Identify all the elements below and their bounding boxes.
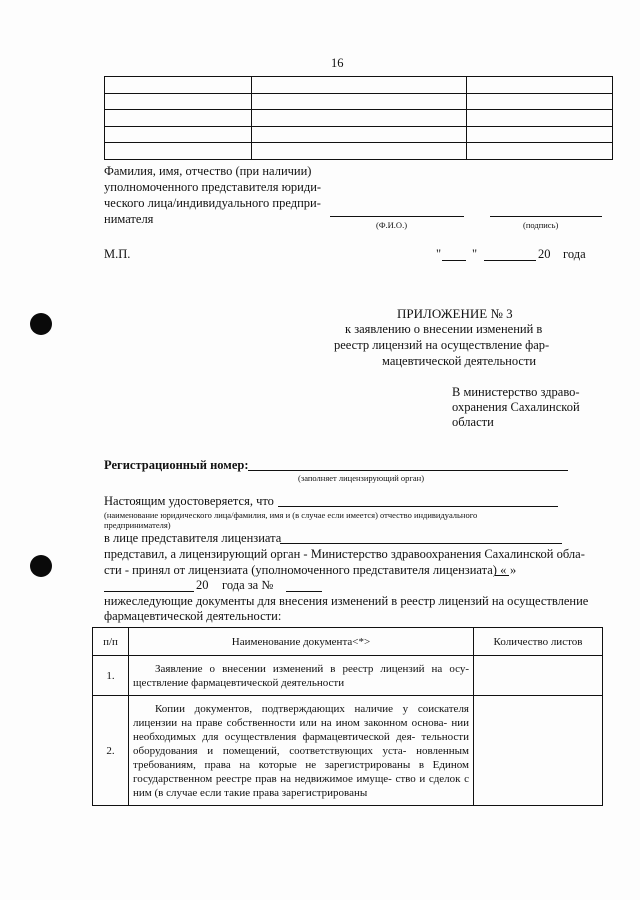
addressee-line-3: области bbox=[452, 415, 494, 429]
licensee-name-line bbox=[278, 506, 558, 507]
date-year: 20 bbox=[538, 247, 551, 261]
row-count-cell[interactable] bbox=[474, 656, 603, 696]
rep-name-line bbox=[280, 543, 562, 544]
date-year-word: года bbox=[563, 247, 586, 261]
rep-label-line-1: Фамилия, имя, отчество (при наличии) bbox=[104, 164, 312, 178]
date-open-quote: " bbox=[436, 247, 442, 261]
body-line-2: сти - принял от лицензиата (уполномоченного представителя лицензиата) « bbox=[104, 563, 507, 577]
body-line-4: нижеследующие документы для внесения изменений в реестр лицензий на осуществление bbox=[104, 594, 589, 608]
appendix-subtitle-2: реестр лицензий на осуществление фар- bbox=[334, 338, 550, 352]
appendix-subtitle-3: мацевтической деятельности bbox=[382, 354, 537, 368]
date-month-line bbox=[484, 260, 536, 261]
continuation-table bbox=[104, 76, 613, 160]
signature-caption: (подпись) bbox=[523, 220, 559, 230]
addressee-line-1: В министерство здраво- bbox=[452, 385, 580, 399]
table-row bbox=[93, 656, 603, 696]
row-num: 1. bbox=[93, 656, 129, 696]
day-line bbox=[495, 575, 509, 576]
number-line bbox=[286, 591, 322, 592]
header-doc-name: Наименование документа<*> bbox=[129, 628, 474, 656]
reg-number-note: (заполняет лицензирующий орган) bbox=[298, 473, 425, 483]
body-line-1: представил, а лицензирующий орган - Министерство здравоохранения Сахалинской обла- bbox=[104, 547, 585, 561]
row-doc-text: Заявление о внесении изменений в реестр лицензий на осу- ществление фармацевтической деятельности bbox=[129, 656, 474, 696]
rep-text: в лице представителя лицензиата bbox=[104, 531, 282, 545]
page-number: 16 bbox=[331, 56, 344, 70]
appendix-subtitle-1: к заявлению о внесении изменений в bbox=[345, 322, 543, 336]
rep-label-line-4: нимателя bbox=[104, 212, 154, 226]
certify-text: Настоящим удостоверяется, что bbox=[104, 494, 274, 508]
body-line-2-end: » bbox=[510, 563, 517, 577]
punch-hole bbox=[30, 555, 52, 577]
punch-hole bbox=[30, 313, 52, 335]
fio-line bbox=[330, 216, 464, 217]
reg-number-line bbox=[248, 470, 568, 471]
date-day-line bbox=[442, 260, 466, 261]
header-sheet-count: Количество листов bbox=[474, 628, 603, 656]
year-prefix: 20 bbox=[196, 578, 209, 592]
date-close-quote: " bbox=[472, 247, 478, 261]
body-line-5: фармацевтической деятельности: bbox=[104, 609, 282, 623]
month-line bbox=[104, 591, 194, 592]
appendix-title: ПРИЛОЖЕНИЕ № 3 bbox=[397, 306, 513, 321]
year-suffix: года за № bbox=[222, 578, 274, 592]
stamp-label: М.П. bbox=[104, 247, 131, 261]
signature-line bbox=[490, 216, 602, 217]
row-count-cell[interactable] bbox=[474, 696, 603, 806]
header-num: п/п bbox=[93, 628, 129, 656]
fio-caption: (Ф.И.О.) bbox=[376, 220, 408, 230]
reg-number-label: Регистрационный номер: bbox=[104, 458, 249, 472]
certify-note-1: (наименование юридического лица/фамилия, имя и (в случае если имеется) отчество индивидуального bbox=[104, 510, 478, 520]
documents-table bbox=[92, 627, 603, 806]
rep-label-line-2: уполномоченного представителя юриди- bbox=[104, 180, 322, 194]
table-row bbox=[93, 696, 603, 806]
addressee-line-2: охранения Сахалинской bbox=[452, 400, 580, 414]
certify-note-2: предпринимателя) bbox=[104, 520, 171, 530]
row-num: 2. bbox=[93, 696, 129, 806]
rep-label-line-3: ческого лица/индивидуального предпри- bbox=[104, 196, 321, 210]
row-doc-text: Копии документов, подтверждающих наличие у соискателя лицензии на праве собственности или на ином законном основа- нии необходимых для осуществления фармацевтической дея- тельности оборудования и помещений, соответствующих уста- новленным требованиям, права на которые не зарегистрированы в Едином государственном реестре прав на недвижимое имуще- ство и сделок с ним (в случае если такие права зарегистрированы bbox=[129, 696, 474, 806]
